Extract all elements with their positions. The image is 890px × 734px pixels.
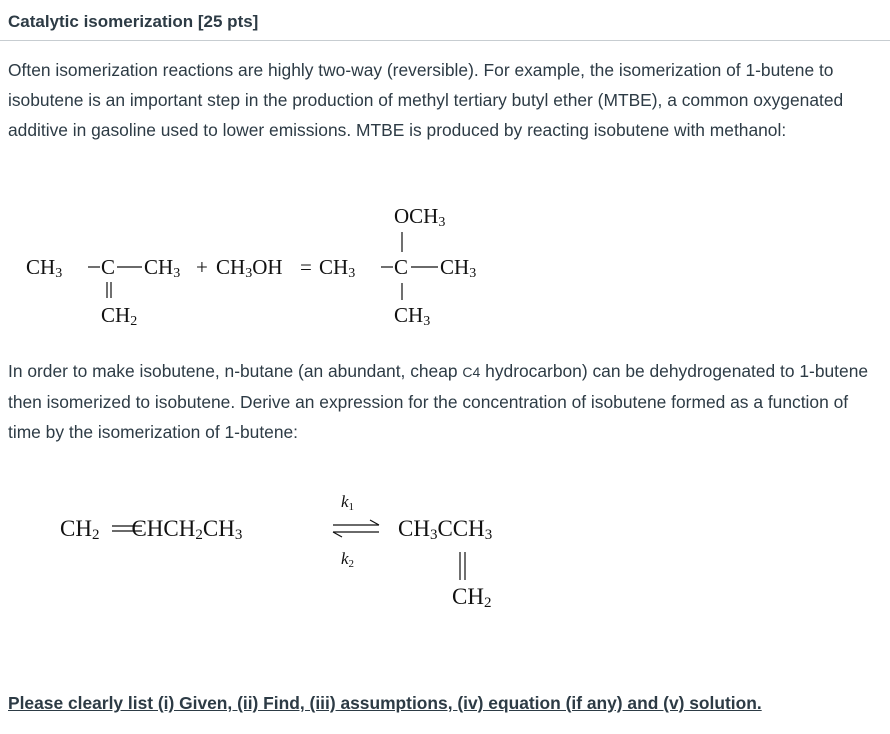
- problem-title: Catalytic isomerization [25 pts]: [8, 12, 259, 31]
- product-ch2-group: $CH_2$: [452, 584, 492, 611]
- product-och3-group: $OCH_3$: [394, 204, 446, 230]
- intro-paragraph: Often isomerization reactions are highly two-way (reversible). For example, the isomerization of 1-butene to isobutene is an important step in the production of methyl tertiary butyl ether (MTBE), a common oxygenated additive in gasoline used to lower emissions. MTBE is produced by reacting isobutene with methanol:: [8, 60, 844, 140]
- answer-format-instruction: Please clearly list (i) Given, (ii) Find, (iii) assumptions, (iv) equation (if any) and (v) solution.: [8, 693, 762, 713]
- equilibrium-equals: =: [300, 255, 312, 279]
- plus-sign: +: [196, 255, 208, 279]
- reverse-arrow-head: [333, 532, 342, 537]
- forward-rate-constant: $k_1$: [341, 492, 355, 513]
- product-isobutene: $CH_3CCH_3$: [398, 516, 493, 543]
- reactant-ch3-right: $CH_3$: [144, 255, 181, 281]
- reactant-1-butene: $CH_2$ $CHCH_2CH_3$: [60, 516, 243, 543]
- methanol: $CH_3OH$: [216, 255, 283, 281]
- isomerization-paragraph: In order to make isobutene, n-butane (an abundant, cheap C4 hydrocarbon) can be dehydrogenated to 1-butene then isomerized to isobutene. Derive an expression for the concentration of isobutene formed as a function of time by the isomerization of 1-butene:: [8, 361, 869, 442]
- c4-label: C4: [462, 364, 481, 380]
- product-central-carbon: C: [394, 255, 409, 279]
- product-ch3-bottom: $CH_3$: [394, 303, 431, 329]
- product-ch3-left: $CH_3$: [319, 255, 356, 281]
- reactant-central-carbon: C: [101, 255, 116, 279]
- reactant-ch2-group: $CH_2$: [101, 303, 138, 329]
- product-ch3-right: $CH_3$: [440, 255, 477, 281]
- reverse-rate-constant: $k_2$: [341, 549, 355, 570]
- reactant-ch3-left: $CH_3$: [26, 255, 63, 281]
- forward-arrow-head: [370, 520, 379, 525]
